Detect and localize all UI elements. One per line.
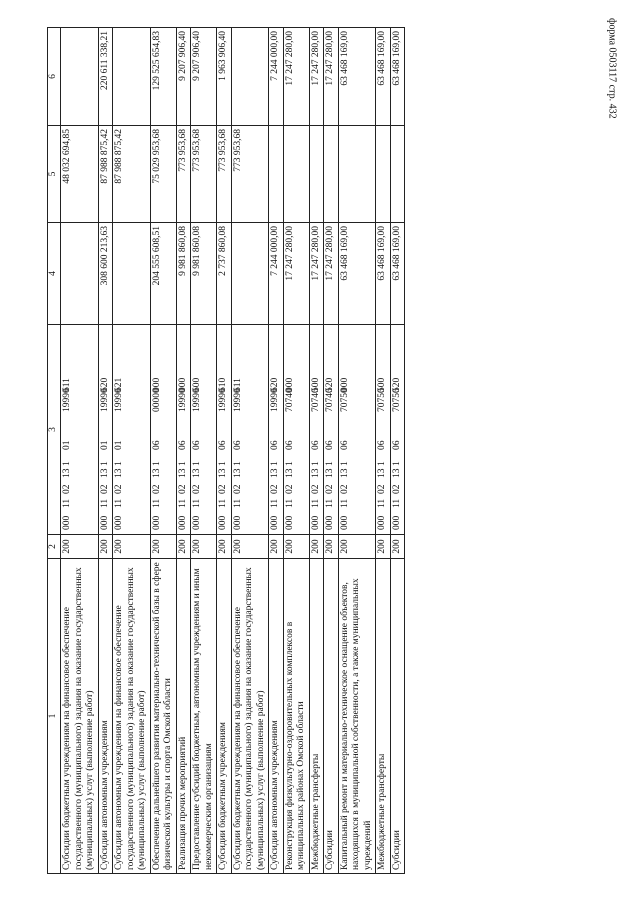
row-amount-c5 <box>338 126 376 223</box>
code-segment: 19990 <box>62 388 72 412</box>
row-budget-code <box>338 325 376 535</box>
row-amount-c4: 63 468 169,00 <box>338 223 376 325</box>
code-segment: 13 <box>270 468 280 478</box>
code-segment: 02 <box>218 484 228 494</box>
row-line-code: 200 <box>98 535 113 559</box>
row-name: Реализация прочих мероприятий <box>176 559 191 874</box>
code-segment: 06 <box>284 440 295 450</box>
code-segment: 1 <box>377 461 387 466</box>
table-row <box>231 28 269 874</box>
code-segment: 02 <box>151 484 162 494</box>
table-row <box>176 28 191 874</box>
table-row <box>191 28 217 874</box>
header-col-6: 6 <box>48 28 61 126</box>
code-segment: 620 <box>270 377 280 392</box>
code-segment: 19990 <box>192 388 202 412</box>
code-segment: 1 <box>62 461 72 466</box>
code-segment: 000 <box>270 515 280 530</box>
code-segment: 70750 <box>339 388 350 412</box>
code-segment: 02 <box>310 484 321 494</box>
code-segment: 000 <box>99 515 110 530</box>
code-segment: 13 <box>62 468 72 478</box>
code-segment: 500 <box>310 377 321 392</box>
code-segment: 13 <box>218 468 228 478</box>
header-col-3: 3 <box>48 325 61 535</box>
row-line-code: 200 <box>231 535 269 559</box>
row-line-code: 200 <box>217 535 232 559</box>
row-amount-c6 <box>113 28 151 126</box>
table-row <box>217 28 232 874</box>
code-segment: 1 <box>310 461 321 466</box>
code-segment: 02 <box>284 484 295 494</box>
row-amount-c5: 87 988 875,42 <box>98 126 113 223</box>
code-segment: 000 <box>284 377 295 392</box>
code-segment: 70750 <box>377 388 387 412</box>
code-segment: 13 <box>391 468 402 478</box>
row-name: Субсидии <box>390 559 405 874</box>
row-amount-c4: 63 468 169,00 <box>390 223 405 325</box>
row-name: Капитальный ремонт и материально-техническое оснащение объектов, находящихся в муниципальной собственности, а также муниципальных учреждений <box>338 559 376 874</box>
row-amount-c4: 9 981 860,08 <box>191 223 217 325</box>
code-segment: 13 <box>151 468 162 478</box>
row-amount-c6: 17 247 280,00 <box>283 28 309 126</box>
code-segment: 02 <box>270 484 280 494</box>
header-col-2: 2 <box>48 535 61 559</box>
code-segment: 1 <box>99 461 110 466</box>
row-amount-c6: 129 525 654,83 <box>150 28 176 126</box>
row-line-code: 200 <box>338 535 376 559</box>
code-segment: 19990 <box>99 388 110 412</box>
row-budget-code <box>217 325 232 535</box>
code-segment: 11 <box>114 498 124 508</box>
table-row <box>113 28 151 874</box>
code-segment: 19990 <box>270 388 280 412</box>
code-segment: 000 <box>177 377 188 392</box>
row-amount-c6: 63 468 169,00 <box>390 28 405 126</box>
table-row <box>324 28 339 874</box>
table-row <box>309 28 324 874</box>
row-amount-c6: 9 207 906,40 <box>191 28 217 126</box>
code-segment: 520 <box>391 377 402 392</box>
row-amount-c5 <box>283 126 309 223</box>
row-amount-c4: 2 737 860,08 <box>217 223 232 325</box>
row-budget-code <box>390 325 405 535</box>
code-segment: 06 <box>192 440 202 450</box>
row-budget-code <box>324 325 339 535</box>
code-segment: 06 <box>377 440 387 450</box>
row-name: Межбюджетные трансферты <box>376 559 391 874</box>
code-segment: 11 <box>151 498 162 508</box>
row-line-code: 200 <box>61 535 99 559</box>
report-page <box>47 28 583 874</box>
row-budget-code <box>309 325 324 535</box>
form-label: форма 0503117 стр. 432 <box>607 18 618 119</box>
code-segment: 13 <box>232 468 243 478</box>
code-segment: 11 <box>391 498 402 508</box>
code-segment: 06 <box>270 440 280 450</box>
budget-table <box>47 27 405 874</box>
code-segment: 000 <box>62 515 72 530</box>
table-row <box>150 28 176 874</box>
row-amount-c5: 773 953,68 <box>231 126 269 223</box>
table-row <box>283 28 309 874</box>
code-segment: 000 <box>391 515 402 530</box>
code-segment: 1 <box>232 461 243 466</box>
code-segment: 00000 <box>151 388 162 412</box>
code-segment: 13 <box>114 468 124 478</box>
code-segment: 1 <box>218 461 228 466</box>
row-amount-c6 <box>231 28 269 126</box>
row-amount-c4: 63 468 169,00 <box>376 223 391 325</box>
code-segment: 600 <box>192 377 202 392</box>
row-amount-c5 <box>390 126 405 223</box>
row-line-code: 200 <box>113 535 151 559</box>
code-segment: 70750 <box>391 388 402 412</box>
code-segment: 13 <box>177 468 188 478</box>
row-line-code: 200 <box>309 535 324 559</box>
code-segment: 1 <box>192 461 202 466</box>
row-amount-c5: 87 988 875,42 <box>113 126 151 223</box>
code-segment: 02 <box>192 484 202 494</box>
code-segment: 19990 <box>114 388 124 412</box>
row-budget-code <box>376 325 391 535</box>
code-segment: 000 <box>339 377 350 392</box>
code-segment: 13 <box>192 468 202 478</box>
rotated-table-container <box>47 28 583 874</box>
row-amount-c4: 17 247 280,00 <box>309 223 324 325</box>
code-segment: 13 <box>99 468 110 478</box>
table-row <box>98 28 113 874</box>
code-segment: 11 <box>339 498 350 508</box>
row-amount-c5: 48 032 694,85 <box>61 126 99 223</box>
code-segment: 11 <box>284 498 295 508</box>
code-segment: 000 <box>284 515 295 530</box>
code-segment: 06 <box>218 440 228 450</box>
row-amount-c6: 7 244 000,00 <box>269 28 284 126</box>
code-segment: 02 <box>177 484 188 494</box>
header-col-5: 5 <box>48 126 61 223</box>
row-line-code: 200 <box>269 535 284 559</box>
row-amount-c4 <box>231 223 269 325</box>
row-budget-code <box>191 325 217 535</box>
row-line-code: 200 <box>390 535 405 559</box>
row-budget-code <box>98 325 113 535</box>
row-budget-code <box>113 325 151 535</box>
code-segment: 02 <box>377 484 387 494</box>
header-col-4: 4 <box>48 223 61 325</box>
row-amount-c4 <box>113 223 151 325</box>
code-segment: 621 <box>114 377 124 392</box>
code-segment: 13 <box>339 468 350 478</box>
row-amount-c6: 9 207 906,40 <box>176 28 191 126</box>
row-budget-code <box>283 325 309 535</box>
code-segment: 11 <box>310 498 321 508</box>
code-segment: 1 <box>339 461 350 466</box>
row-amount-c5: 773 953,68 <box>191 126 217 223</box>
code-segment: 1 <box>391 461 402 466</box>
code-segment: 06 <box>232 440 243 450</box>
code-segment: 06 <box>310 440 321 450</box>
code-segment: 611 <box>232 378 243 392</box>
row-amount-c4: 308 600 213,63 <box>98 223 113 325</box>
row-name: Субсидии бюджетным учреждениям на финансовое обеспечение государственного (муниципального) задания на оказание государственных (муниципальных) услуг (выполнение работ) <box>231 559 269 874</box>
row-budget-code <box>61 325 99 535</box>
code-segment: 01 <box>99 440 110 450</box>
code-segment: 01 <box>62 440 72 450</box>
code-segment: 13 <box>284 468 295 478</box>
code-segment: 000 <box>325 515 335 530</box>
row-name: Субсидии бюджетным учреждениям <box>217 559 232 874</box>
row-line-code: 200 <box>176 535 191 559</box>
code-segment: 11 <box>232 498 243 508</box>
row-amount-c5: 75 029 953,68 <box>150 126 176 223</box>
table-row <box>338 28 376 874</box>
code-segment: 06 <box>391 440 402 450</box>
row-budget-code <box>150 325 176 535</box>
code-segment: 02 <box>325 484 335 494</box>
code-segment: 11 <box>325 498 335 508</box>
header-row <box>48 28 61 874</box>
table-row <box>390 28 405 874</box>
row-line-code: 200 <box>191 535 217 559</box>
code-segment: 13 <box>310 468 321 478</box>
table-body <box>61 28 405 874</box>
code-segment: 02 <box>232 484 243 494</box>
code-segment: 11 <box>270 498 280 508</box>
row-line-code: 200 <box>283 535 309 559</box>
code-segment: 02 <box>391 484 402 494</box>
row-amount-c5 <box>324 126 339 223</box>
row-name: Предоставление субсидий бюджетным, автономным учреждениям и иным некоммерческим организациям <box>191 559 217 874</box>
code-segment: 520 <box>325 377 335 392</box>
row-amount-c4: 204 555 608,51 <box>150 223 176 325</box>
row-amount-c6 <box>61 28 99 126</box>
code-segment: 000 <box>177 515 188 530</box>
code-segment: 11 <box>377 498 387 508</box>
code-segment: 06 <box>177 440 188 450</box>
row-name: Субсидии автономным учреждениям на финансовое обеспечение государственного (муниципального) задания на оказание государственных (муниципальных) услуг (выполнение работ) <box>113 559 151 874</box>
row-amount-c4: 9 981 860,08 <box>176 223 191 325</box>
code-segment: 1 <box>114 461 124 466</box>
row-amount-c4: 17 247 280,00 <box>283 223 309 325</box>
row-line-code: 200 <box>150 535 176 559</box>
code-segment: 000 <box>114 515 124 530</box>
code-segment: 02 <box>114 484 124 494</box>
code-segment: 13 <box>325 468 335 478</box>
row-name: Субсидии автономным учреждениям <box>98 559 113 874</box>
row-amount-c6: 1 963 906,40 <box>217 28 232 126</box>
row-name: Реконструкция физкультурно-оздоровительных комплексов в муниципальных районах Омской области <box>283 559 309 874</box>
row-budget-code <box>176 325 191 535</box>
code-segment: 19990 <box>232 388 243 412</box>
code-segment: 02 <box>99 484 110 494</box>
row-amount-c6: 63 468 169,00 <box>338 28 376 126</box>
row-amount-c5: 773 953,68 <box>217 126 232 223</box>
code-segment: 70740 <box>284 388 295 412</box>
code-segment: 611 <box>62 378 72 392</box>
code-segment: 000 <box>310 515 321 530</box>
code-segment: 610 <box>218 377 228 392</box>
code-segment: 06 <box>151 440 162 450</box>
code-segment: 02 <box>339 484 350 494</box>
row-amount-c6: 220 611 338,21 <box>98 28 113 126</box>
row-amount-c6: 63 468 169,00 <box>376 28 391 126</box>
code-segment: 11 <box>218 498 228 508</box>
code-segment: 1 <box>151 461 162 466</box>
row-name: Субсидии автономным учреждениям <box>269 559 284 874</box>
code-segment: 11 <box>177 498 188 508</box>
code-segment: 19990 <box>218 388 228 412</box>
row-line-code: 200 <box>376 535 391 559</box>
row-line-code: 200 <box>324 535 339 559</box>
code-segment: 06 <box>325 440 335 450</box>
row-amount-c5 <box>269 126 284 223</box>
row-name: Субсидии бюджетным учреждениям на финансовое обеспечение государственного (муниципального) задания на оказание государственных (муниципальных) услуг (выполнение работ) <box>61 559 99 874</box>
code-segment: 500 <box>377 377 387 392</box>
code-segment: 19990 <box>177 388 188 412</box>
table-row <box>61 28 99 874</box>
row-amount-c4 <box>61 223 99 325</box>
code-segment: 1 <box>284 461 295 466</box>
code-segment: 06 <box>339 440 350 450</box>
code-segment: 000 <box>232 515 243 530</box>
code-segment: 70740 <box>325 388 335 412</box>
code-segment: 70740 <box>310 388 321 412</box>
row-amount-c6: 17 247 280,00 <box>324 28 339 126</box>
code-segment: 000 <box>192 515 202 530</box>
code-segment: 000 <box>339 515 350 530</box>
row-amount-c4: 17 247 280,00 <box>324 223 339 325</box>
code-segment: 000 <box>151 515 162 530</box>
row-amount-c4: 7 244 000,00 <box>269 223 284 325</box>
code-segment: 13 <box>377 468 387 478</box>
code-segment: 1 <box>270 461 280 466</box>
row-amount-c5 <box>309 126 324 223</box>
table-row <box>376 28 391 874</box>
code-segment: 11 <box>62 498 72 508</box>
code-segment: 620 <box>99 377 110 392</box>
code-segment: 11 <box>192 498 202 508</box>
row-name: Межбюджетные трансферты <box>309 559 324 874</box>
row-amount-c5: 773 953,68 <box>176 126 191 223</box>
row-name: Обеспечение дальнейшего развития материально-технической базы в сфере физической культуры и спорта Омской области <box>150 559 176 874</box>
code-segment: 000 <box>377 515 387 530</box>
table-row <box>269 28 284 874</box>
code-segment: 000 <box>218 515 228 530</box>
code-segment: 000 <box>151 377 162 392</box>
code-segment: 02 <box>62 484 72 494</box>
code-segment: 1 <box>177 461 188 466</box>
row-amount-c5 <box>376 126 391 223</box>
code-segment: 01 <box>114 440 124 450</box>
row-budget-code <box>231 325 269 535</box>
row-amount-c6: 17 247 280,00 <box>309 28 324 126</box>
header-col-1: 1 <box>48 559 61 874</box>
code-segment: 11 <box>99 498 110 508</box>
row-name: Субсидии <box>324 559 339 874</box>
code-segment: 1 <box>325 461 335 466</box>
row-budget-code <box>269 325 284 535</box>
